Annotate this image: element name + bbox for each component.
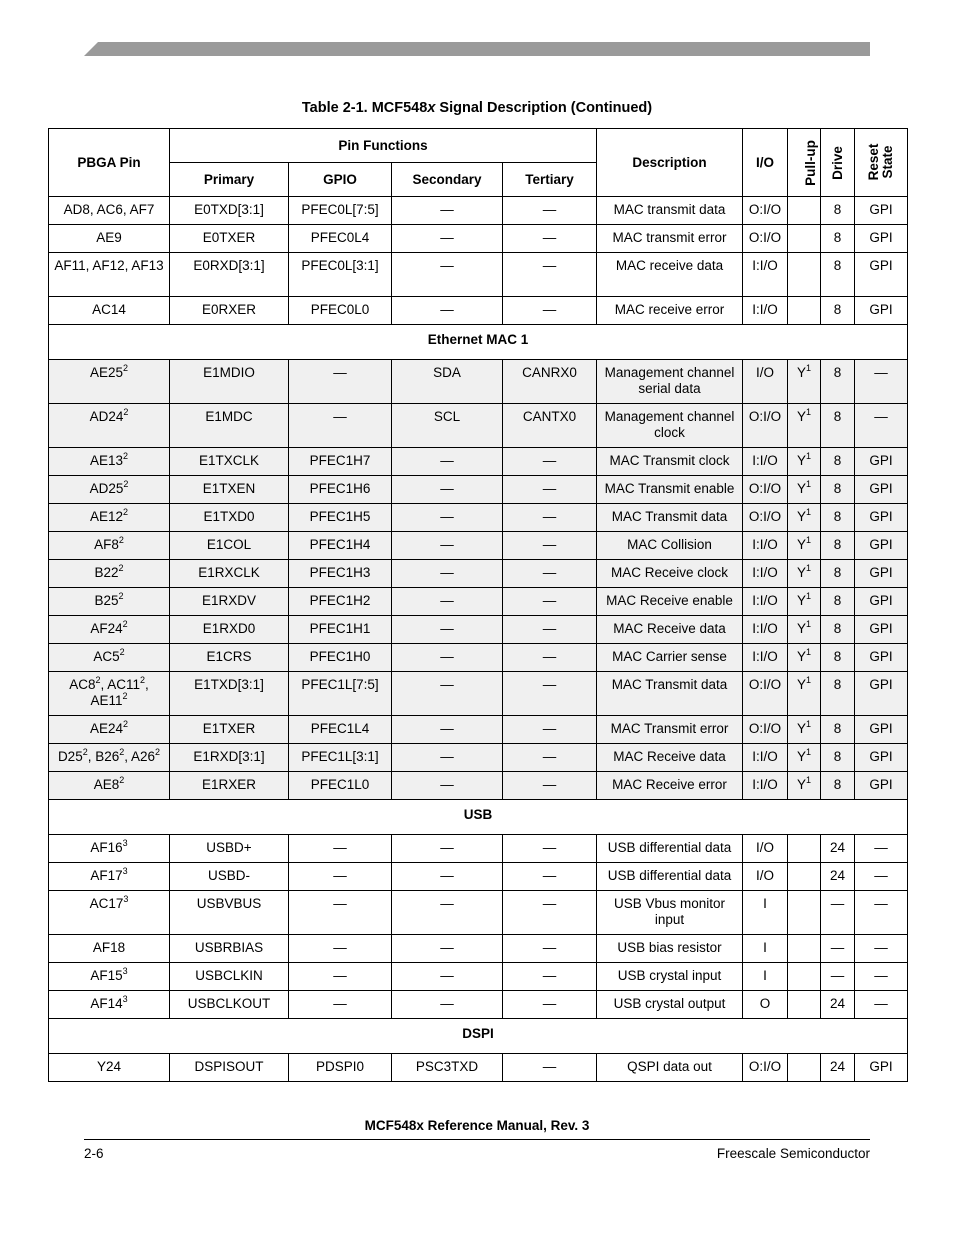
header-secondary: Secondary	[392, 163, 503, 197]
cell-pbga-pin: $AE13^2$	[49, 448, 170, 476]
cell-pbga-pin: $AC5^2$	[49, 644, 170, 672]
cell-drive: —	[821, 963, 855, 991]
cell-reset-state: GPI	[855, 716, 908, 744]
cell-io: O:I/O	[743, 1054, 788, 1082]
cell-drive: 8	[821, 404, 855, 448]
cell-pbga-pin: AD8, AC6, AF7	[49, 197, 170, 225]
cell-pbga-pin: $AF24^2$	[49, 616, 170, 644]
cell-reset-state: GPI	[855, 476, 908, 504]
cell-primary: E1RXCLK	[170, 560, 289, 588]
cell-description: MAC Carrier sense	[597, 644, 743, 672]
section-row	[49, 800, 908, 835]
cell-secondary: —	[392, 935, 503, 963]
cell-reset-state: GPI	[855, 588, 908, 616]
cell-reset-state: —	[855, 891, 908, 935]
cell-tertiary: —	[503, 560, 597, 588]
cell-description: USB differential data	[597, 835, 743, 863]
table-row	[49, 644, 908, 672]
cell-drive: 8	[821, 616, 855, 644]
cell-primary: E1TXCLK	[170, 448, 289, 476]
cell-tertiary: —	[503, 253, 597, 297]
cell-description: QSPI data out	[597, 1054, 743, 1082]
cell-pbga-pin: AC14	[49, 297, 170, 325]
cell-pullup: $Y^1$	[788, 476, 821, 504]
header-reset-state: Reset State	[855, 129, 908, 197]
cell-drive: 8	[821, 197, 855, 225]
cell-gpio: —	[289, 991, 392, 1019]
section-title: Ethernet MAC 1	[49, 325, 908, 360]
cell-primary: E1TXD0	[170, 504, 289, 532]
cell-secondary: —	[392, 448, 503, 476]
cell-gpio: PFEC1H7	[289, 448, 392, 476]
cell-gpio: PFEC0L[7:5]	[289, 197, 392, 225]
cell-pullup	[788, 253, 821, 297]
cell-description: MAC transmit error	[597, 225, 743, 253]
cell-pbga-pin: AF11, AF12, AF13	[49, 253, 170, 297]
cell-tertiary: CANTX0	[503, 404, 597, 448]
table-row	[49, 476, 908, 504]
table-row	[49, 404, 908, 448]
cell-pullup	[788, 935, 821, 963]
cell-primary: E1MDIO	[170, 360, 289, 404]
cell-secondary: —	[392, 504, 503, 532]
cell-io: O:I/O	[743, 716, 788, 744]
signal-description-table	[48, 128, 908, 1082]
cell-drive: 8	[821, 772, 855, 800]
cell-pbga-pin: $AF14^3$	[49, 991, 170, 1019]
footer-title: MCF548x Reference Manual, Rev. 3	[364, 1118, 590, 1133]
cell-drive: —	[821, 891, 855, 935]
header-pullup: Pull-up	[788, 129, 821, 197]
cell-tertiary: —	[503, 744, 597, 772]
table-row	[49, 253, 908, 297]
cell-drive: 24	[821, 1054, 855, 1082]
cell-gpio: —	[289, 835, 392, 863]
cell-secondary: SDA	[392, 360, 503, 404]
cell-description: USB Vbus monitor input	[597, 891, 743, 935]
cell-secondary: —	[392, 225, 503, 253]
cell-pbga-pin: $D25^2$, $B26^2$, $A26^2$	[49, 744, 170, 772]
cell-drive: 8	[821, 644, 855, 672]
section-row	[49, 325, 908, 360]
cell-pbga-pin: $AE25^2$	[49, 360, 170, 404]
cell-secondary: —	[392, 891, 503, 935]
header-io: I/O	[743, 129, 788, 197]
cell-pbga-pin: $B22^2$	[49, 560, 170, 588]
cell-secondary: —	[392, 253, 503, 297]
cell-pbga-pin: Y24	[49, 1054, 170, 1082]
table-row	[49, 560, 908, 588]
cell-primary: DSPISOUT	[170, 1054, 289, 1082]
table-row	[49, 588, 908, 616]
cell-tertiary: —	[503, 772, 597, 800]
cell-reset-state: GPI	[855, 772, 908, 800]
cell-description: Management channel serial data	[597, 360, 743, 404]
cell-tertiary: —	[503, 297, 597, 325]
cell-gpio: PFEC0L4	[289, 225, 392, 253]
cell-gpio: PFEC1H6	[289, 476, 392, 504]
cell-io: I:I/O	[743, 744, 788, 772]
cell-drive: 8	[821, 225, 855, 253]
cell-description: MAC Receive enable	[597, 588, 743, 616]
cell-io: I:I/O	[743, 560, 788, 588]
cell-reset-state: GPI	[855, 672, 908, 716]
cell-pbga-pin: $AD25^2$	[49, 476, 170, 504]
cell-pullup: $Y^1$	[788, 616, 821, 644]
cell-pullup: $Y^1$	[788, 448, 821, 476]
cell-gpio: PFEC1L4	[289, 716, 392, 744]
cell-tertiary: —	[503, 644, 597, 672]
cell-reset-state: GPI	[855, 504, 908, 532]
cell-io: I:I/O	[743, 644, 788, 672]
cell-gpio: PFEC0L[3:1]	[289, 253, 392, 297]
cell-reset-state: GPI	[855, 616, 908, 644]
cell-pullup	[788, 963, 821, 991]
cell-secondary: —	[392, 991, 503, 1019]
table-row	[49, 197, 908, 225]
cell-reset-state: GPI	[855, 253, 908, 297]
cell-gpio: —	[289, 963, 392, 991]
cell-drive: 8	[821, 672, 855, 716]
cell-io: I:I/O	[743, 616, 788, 644]
cell-gpio: —	[289, 891, 392, 935]
cell-pbga-pin: $AF8^2$	[49, 532, 170, 560]
cell-gpio: PFEC1H2	[289, 588, 392, 616]
cell-pbga-pin: $AE8^2$	[49, 772, 170, 800]
cell-io: O:I/O	[743, 504, 788, 532]
table-row	[49, 448, 908, 476]
cell-pbga-pin: $AE24^2$	[49, 716, 170, 744]
table-row	[49, 835, 908, 863]
table-row	[49, 532, 908, 560]
cell-primary: USBD+	[170, 835, 289, 863]
cell-description: MAC Transmit error	[597, 716, 743, 744]
cell-pbga-pin: $AF15^3$	[49, 963, 170, 991]
cell-secondary: —	[392, 476, 503, 504]
table-row	[49, 616, 908, 644]
table-row	[49, 716, 908, 744]
cell-pbga-pin: AE9	[49, 225, 170, 253]
cell-io: I/O	[743, 835, 788, 863]
cell-drive: 8	[821, 476, 855, 504]
cell-reset-state: GPI	[855, 744, 908, 772]
cell-primary: E1RXD0	[170, 616, 289, 644]
header-gpio: GPIO	[289, 163, 392, 197]
cell-io: I/O	[743, 360, 788, 404]
cell-drive: 8	[821, 744, 855, 772]
cell-io: O	[743, 991, 788, 1019]
header-pin-functions: Pin Functions	[170, 129, 597, 163]
cell-description: Management channel clock	[597, 404, 743, 448]
cell-description: MAC Transmit data	[597, 504, 743, 532]
cell-io: I:I/O	[743, 297, 788, 325]
cell-drive: 8	[821, 588, 855, 616]
cell-reset-state: —	[855, 360, 908, 404]
cell-io: I:I/O	[743, 532, 788, 560]
header-primary: Primary	[170, 163, 289, 197]
cell-primary: USBCLKIN	[170, 963, 289, 991]
cell-pullup	[788, 225, 821, 253]
cell-io: I:I/O	[743, 772, 788, 800]
cell-tertiary: —	[503, 672, 597, 716]
cell-tertiary: —	[503, 1054, 597, 1082]
cell-tertiary: CANRX0	[503, 360, 597, 404]
cell-description: MAC Receive data	[597, 744, 743, 772]
cell-tertiary: —	[503, 225, 597, 253]
cell-secondary: —	[392, 772, 503, 800]
cell-reset-state: GPI	[855, 644, 908, 672]
cell-reset-state: GPI	[855, 1054, 908, 1082]
cell-io: I:I/O	[743, 448, 788, 476]
cell-reset-state: GPI	[855, 532, 908, 560]
header-description: Description	[597, 129, 743, 197]
cell-pbga-pin: $AC17^3$	[49, 891, 170, 935]
cell-reset-state: GPI	[855, 560, 908, 588]
cell-io: I	[743, 963, 788, 991]
table-row	[49, 504, 908, 532]
cell-pullup	[788, 991, 821, 1019]
table-row	[49, 1054, 908, 1082]
cell-drive: 8	[821, 360, 855, 404]
header-tertiary: Tertiary	[503, 163, 597, 197]
cell-primary: E1TXER	[170, 716, 289, 744]
cell-reset-state: —	[855, 935, 908, 963]
cell-drive: 24	[821, 835, 855, 863]
cell-primary: E1COL	[170, 532, 289, 560]
cell-pbga-pin: $AC8^2$, $AC11^2$, $AE11^2$	[49, 672, 170, 716]
cell-reset-state: GPI	[855, 448, 908, 476]
table-row	[49, 963, 908, 991]
cell-pullup: $Y^1$	[788, 672, 821, 716]
table-row	[49, 297, 908, 325]
cell-primary: E1MDC	[170, 404, 289, 448]
cell-drive: 8	[821, 504, 855, 532]
header-drive: Drive	[821, 129, 855, 197]
cell-reset-state: —	[855, 863, 908, 891]
cell-io: O:I/O	[743, 672, 788, 716]
cell-gpio: —	[289, 935, 392, 963]
cell-secondary: —	[392, 197, 503, 225]
cell-tertiary: —	[503, 963, 597, 991]
page-number: 2-6	[84, 1146, 104, 1161]
cell-primary: E0TXER	[170, 225, 289, 253]
cell-description: MAC Transmit data	[597, 672, 743, 716]
cell-reset-state: —	[855, 404, 908, 448]
cell-tertiary: —	[503, 835, 597, 863]
table-row	[49, 935, 908, 963]
cell-pullup: $Y^1$	[788, 532, 821, 560]
cell-pbga-pin: $AF16^3$	[49, 835, 170, 863]
cell-description: USB bias resistor	[597, 935, 743, 963]
cell-gpio: —	[289, 863, 392, 891]
cell-secondary: —	[392, 963, 503, 991]
cell-tertiary: —	[503, 197, 597, 225]
company-name: Freescale Semiconductor	[716, 1146, 870, 1161]
cell-drive: 8	[821, 716, 855, 744]
cell-io: I:I/O	[743, 253, 788, 297]
cell-drive: 8	[821, 253, 855, 297]
table-row	[49, 360, 908, 404]
cell-primary: USBRBIAS	[170, 935, 289, 963]
cell-pullup: $Y^1$	[788, 744, 821, 772]
cell-description: MAC transmit data	[597, 197, 743, 225]
cell-secondary: —	[392, 863, 503, 891]
cell-primary: E1TXEN	[170, 476, 289, 504]
cell-gpio: PFEC1L0	[289, 772, 392, 800]
table-row	[49, 772, 908, 800]
cell-description: MAC Receive data	[597, 616, 743, 644]
cell-primary: USBD-	[170, 863, 289, 891]
cell-primary: E0RXER	[170, 297, 289, 325]
section-row	[49, 1019, 908, 1054]
cell-pbga-pin: $B25^2$	[49, 588, 170, 616]
cell-pullup	[788, 891, 821, 935]
cell-primary: E0RXD[3:1]	[170, 253, 289, 297]
cell-tertiary: —	[503, 891, 597, 935]
cell-io: O:I/O	[743, 476, 788, 504]
cell-secondary: —	[392, 532, 503, 560]
cell-tertiary: —	[503, 588, 597, 616]
cell-io: I:I/O	[743, 588, 788, 616]
cell-primary: E1RXDV	[170, 588, 289, 616]
table-row	[49, 225, 908, 253]
cell-secondary: —	[392, 835, 503, 863]
cell-description: MAC Transmit enable	[597, 476, 743, 504]
cell-pullup	[788, 835, 821, 863]
cell-reset-state: GPI	[855, 225, 908, 253]
table-row	[49, 672, 908, 716]
cell-description: MAC Transmit clock	[597, 448, 743, 476]
cell-secondary: —	[392, 588, 503, 616]
cell-reset-state: —	[855, 835, 908, 863]
header-pbga: PBGA Pin	[49, 129, 170, 197]
cell-secondary: —	[392, 744, 503, 772]
table-caption: Table 2-1. MCF548x Signal Description (Continued)	[301, 100, 653, 116]
cell-drive: 8	[821, 448, 855, 476]
cell-primary: E1RXER	[170, 772, 289, 800]
cell-io: I/O	[743, 863, 788, 891]
cell-reset-state: GPI	[855, 197, 908, 225]
cell-tertiary: —	[503, 448, 597, 476]
cell-description: MAC Collision	[597, 532, 743, 560]
section-title: USB	[49, 800, 908, 835]
cell-gpio: PFEC1L[7:5]	[289, 672, 392, 716]
cell-pullup	[788, 863, 821, 891]
cell-pullup: $Y^1$	[788, 772, 821, 800]
section-title: DSPI	[49, 1019, 908, 1054]
cell-io: I	[743, 935, 788, 963]
cell-secondary: —	[392, 672, 503, 716]
cell-drive: 8	[821, 297, 855, 325]
cell-secondary: —	[392, 560, 503, 588]
cell-pullup	[788, 297, 821, 325]
cell-description: USB differential data	[597, 863, 743, 891]
cell-primary: E1TXD[3:1]	[170, 672, 289, 716]
cell-tertiary: —	[503, 504, 597, 532]
cell-tertiary: —	[503, 863, 597, 891]
cell-tertiary: —	[503, 991, 597, 1019]
cell-pullup	[788, 1054, 821, 1082]
cell-tertiary: —	[503, 716, 597, 744]
cell-pullup	[788, 197, 821, 225]
cell-tertiary: —	[503, 935, 597, 963]
cell-gpio: PFEC1L[3:1]	[289, 744, 392, 772]
cell-gpio: —	[289, 360, 392, 404]
cell-io: I	[743, 891, 788, 935]
cell-primary: USBVBUS	[170, 891, 289, 935]
cell-gpio: PFEC1H0	[289, 644, 392, 672]
cell-gpio: PFEC0L0	[289, 297, 392, 325]
cell-secondary: SCL	[392, 404, 503, 448]
cell-description: MAC receive data	[597, 253, 743, 297]
cell-gpio: PFEC1H1	[289, 616, 392, 644]
cell-reset-state: GPI	[855, 297, 908, 325]
cell-description: MAC Receive error	[597, 772, 743, 800]
cell-drive: 8	[821, 532, 855, 560]
cell-tertiary: —	[503, 532, 597, 560]
cell-io: O:I/O	[743, 197, 788, 225]
cell-pullup: $Y^1$	[788, 404, 821, 448]
table-row	[49, 744, 908, 772]
cell-pullup: $Y^1$	[788, 588, 821, 616]
cell-secondary: —	[392, 297, 503, 325]
cell-pbga-pin: $AD24^2$	[49, 404, 170, 448]
cell-pullup: $Y^1$	[788, 716, 821, 744]
cell-primary: USBCLKOUT	[170, 991, 289, 1019]
footer-divider	[84, 1139, 870, 1140]
cell-drive: —	[821, 935, 855, 963]
cell-io: O:I/O	[743, 225, 788, 253]
cell-secondary: —	[392, 644, 503, 672]
cell-pbga-pin: $AF17^3$	[49, 863, 170, 891]
cell-gpio: PDSPI0	[289, 1054, 392, 1082]
cell-drive: 24	[821, 863, 855, 891]
cell-drive: 8	[821, 560, 855, 588]
cell-gpio: PFEC1H5	[289, 504, 392, 532]
cell-tertiary: —	[503, 476, 597, 504]
table-row	[49, 891, 908, 935]
cell-pullup: $Y^1$	[788, 504, 821, 532]
cell-primary: E0TXD[3:1]	[170, 197, 289, 225]
cell-io: O:I/O	[743, 404, 788, 448]
cell-gpio: PFEC1H3	[289, 560, 392, 588]
cell-pbga-pin: AF18	[49, 935, 170, 963]
cell-tertiary: —	[503, 616, 597, 644]
cell-pullup: $Y^1$	[788, 560, 821, 588]
cell-reset-state: —	[855, 963, 908, 991]
header-bar	[84, 42, 870, 56]
cell-pullup: $Y^1$	[788, 360, 821, 404]
cell-pullup: $Y^1$	[788, 644, 821, 672]
cell-gpio: PFEC1H4	[289, 532, 392, 560]
cell-description: USB crystal output	[597, 991, 743, 1019]
cell-reset-state: —	[855, 991, 908, 1019]
cell-description: USB crystal input	[597, 963, 743, 991]
cell-drive: 24	[821, 991, 855, 1019]
table-row	[49, 863, 908, 891]
cell-pbga-pin: $AE12^2$	[49, 504, 170, 532]
cell-secondary: PSC3TXD	[392, 1054, 503, 1082]
cell-primary: E1RXD[3:1]	[170, 744, 289, 772]
cell-secondary: —	[392, 716, 503, 744]
cell-description: MAC Receive clock	[597, 560, 743, 588]
cell-primary: E1CRS	[170, 644, 289, 672]
table-row	[49, 991, 908, 1019]
cell-gpio: —	[289, 404, 392, 448]
cell-secondary: —	[392, 616, 503, 644]
cell-description: MAC receive error	[597, 297, 743, 325]
